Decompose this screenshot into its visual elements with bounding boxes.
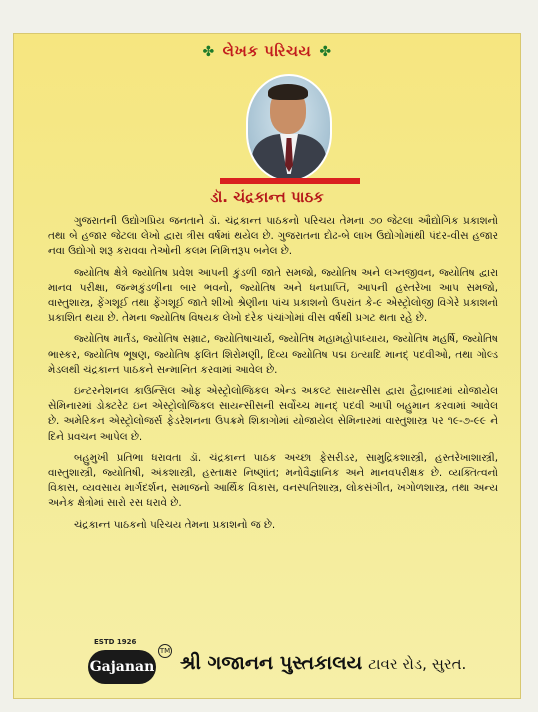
paragraph: ચંદ્રકાન્ત પાઠકનો પરિચય તેમના પ્રકાશનો જ છે. [74, 518, 276, 531]
publisher-logo [70, 638, 174, 696]
book-page [14, 34, 520, 698]
author-photo [246, 74, 332, 182]
section-title: લેખક પરિચય [222, 42, 312, 60]
paragraph: ઇન્ટરનેશનલ કાઉન્સિલ ઓફ એસ્ટ્રોલોજિકલ એન્ડ અકલ્ટ સાયન્સીસ દ્વારા હૈદ્રાબાદમાં યોજાયેલ સેમિનારમાં ડોક્ટરેટ ઇન એસ્ટ્રોલોજિકલ સાયન્સીસની સર્વોચ્ચ માનદ્ પદવી આપી બહુમાન કરવામાં આવેલ છે. અમેરિકન એસ્ટ્રોલોજર્સ ફેડરેશનના ઉપક્રમે શિકાગોમાં યોજાયેલ સેમિનારમાં વાસ્તુશાસ્ત્ર પર ૧૯-૭-૯૯ ને દિને પ્રવચન આપેલ છે. [48, 385, 498, 443]
biography-text [48, 214, 498, 539]
trademark-icon: TM [158, 644, 172, 658]
author-name: ડૉ. ચંદ્રકાન્ત પાઠક [210, 188, 324, 206]
section-heading [14, 42, 520, 60]
paragraph: બહુમુખી પ્રતિભા ધરાવતા ડૉ. ચંદ્રકાન્ત પાઠક અચ્છા ફેસરીડર, સામુદ્રિકશાસ્ત્રી, હસ્તરેખાશાસ્ત્રી, વાસ્તુશાસ્ત્રી, જ્યોતિષી, અંકશાસ્ત્રી, હસ્તાક્ષર નિષ્ણાંત; મનોવૈજ્ઞાનિક અને માનવપરીક્ષક છે. વ્યક્તિત્વનો વિકાસ, વ્યવસાય માર્ગદર્શન, સમાજનો આર્થિક વિકાસ, વનસ્પતિશાસ્ત્ર, લોકસંગીત, ખગોળશાસ્ત્ર, તથા અન્ય અનેક ક્ષેત્રોમાં સારો રસ ધરાવે છે. [48, 451, 498, 510]
name-underline-bar [220, 178, 360, 184]
logo-wordmark: Gajanan [88, 650, 156, 684]
paragraph: જ્યોતિષ ક્ષેત્રે જ્યોતિષ પ્રવેશ આપની કુંડળી જાતે સમજો, જ્યોતિષ અને લગ્નજીવન, જ્યોતિષ દ્વારા માનવ પરીક્ષા, જન્મકુંડળીના બાર ભવનો, જ્યોતિષ અને ધનપ્રાપ્તિ, આપની હસ્તરેખા આપ સમજો, વાસ્તુશાસ્ત્ર, ફેંગશૂઈ તથા ફેંગશૂઈ જાતે શીખો શ્રેણીના પાંચ પ્રકાશનો ઉપરાંત કે-૯ એસ્ટ્રોલોજી વિગેરે પ્રકાશનો પ્રકાશિત થયા છે. તેમના જ્યોતિષ વિષયક લેખો દરેક પંચાંગોમાં વીસ વર્ષથી પ્રગટ થતા રહે છે. [48, 266, 498, 325]
paragraph: ગુજરાતની ઉદ્યોગપ્રિય જનતાને ડૉ. ચંદ્રકાન્ત પાઠકનો પરિચય તેમના ૭૦ જેટલા ઔદ્યોગિક પ્રકાશનો તથા બે હજાર જેટલા લેખો દ્વારા ત્રીસ વર્ષમાં થયેલ છે. ગુજરાતના દોઢ-બે લાખ ઉદ્યોગોમાંથી પંદર-વીસ હજાર નવા ઉદ્યોગો શરૂ કરાવવા તેઓની કલમ નિમિત્તરૂપ બનેલ છે. [48, 215, 498, 258]
logo-established-text: ESTD 1926 [94, 638, 137, 646]
publisher-line [180, 652, 520, 674]
publisher-name: શ્રી ગજાનન પુસ્તકાલય [180, 652, 363, 674]
paragraph: જ્યોતિષ માર્તંડ, જ્યોતિષ સમ્રાટ, જ્યોતિષાચાર્ય, જ્યોતિષ મહામહોપાધ્યાય, જ્યોતિષ મહર્ષિ, જ્યોતિષ ભાસ્કર, જ્યોતિષ ભૂષણ, જ્યોતિષ ફલિત શિરોમણી, દિવ્ય જ્યોતિષ પદ્મ ઇત્યાદિ માનદ્ પદવીઓ, તથા ગોલ્ડ મેડલથી ચંદ્રકાન્ત પાઠકને સન્માનિત કરવામાં આવેલ છે. [48, 333, 498, 376]
publisher-address: ટાવર રોડ, સુરત. [368, 655, 467, 673]
ornament-right-icon: ✤ [319, 44, 332, 60]
ornament-left-icon: ✤ [202, 44, 215, 60]
